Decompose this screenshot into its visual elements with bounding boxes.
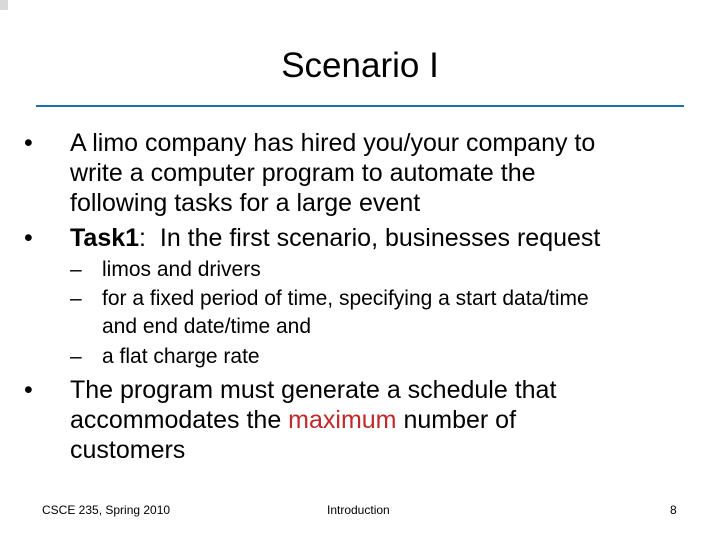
dash-mark: –	[70, 258, 82, 281]
bullet-1-line-1: A limo company has hired you/your company to	[70, 129, 596, 157]
bullet-dot: •	[24, 376, 33, 404]
bullet-3-line-1: The program must generate a schedule that	[70, 376, 557, 404]
bullet-3-line-3: customers	[70, 436, 186, 464]
subbullet-1-line-1: limos and drivers	[102, 258, 261, 281]
subbullet-3-line-1: a flat charge rate	[102, 345, 260, 368]
task-label: Task1	[70, 224, 140, 252]
footer-section: Introduction	[327, 503, 390, 517]
bullet-dot: •	[24, 129, 33, 157]
bullet-1-line-3: following tasks for a large event	[70, 189, 421, 217]
bullet-3-line-2	[70, 405, 556, 435]
dash-mark: –	[70, 345, 82, 368]
page-number: 8	[670, 503, 677, 517]
maximum-highlight: maximum	[288, 406, 397, 434]
corner-mark	[0, 0, 8, 10]
title-divider	[36, 105, 684, 107]
bullet-dot: •	[24, 224, 33, 252]
bullet-1-line-2: write a computer program to automate the	[70, 159, 536, 187]
footer-course: CSCE 235, Spring 2010	[42, 503, 171, 517]
bullet-3-line-2-end: number of	[403, 406, 517, 434]
bullet-2-text: : In the first scenario, businesses request	[139, 224, 601, 252]
subbullet-2-line-2: and end date/time and	[102, 315, 311, 338]
dash-mark: –	[70, 287, 82, 310]
subbullet-2-line-1: for a fixed period of time, specifying a start data/time	[102, 287, 589, 310]
bullet-3-line-2-start: accommodates the	[70, 406, 282, 434]
slide-title: Scenario I	[281, 46, 439, 85]
